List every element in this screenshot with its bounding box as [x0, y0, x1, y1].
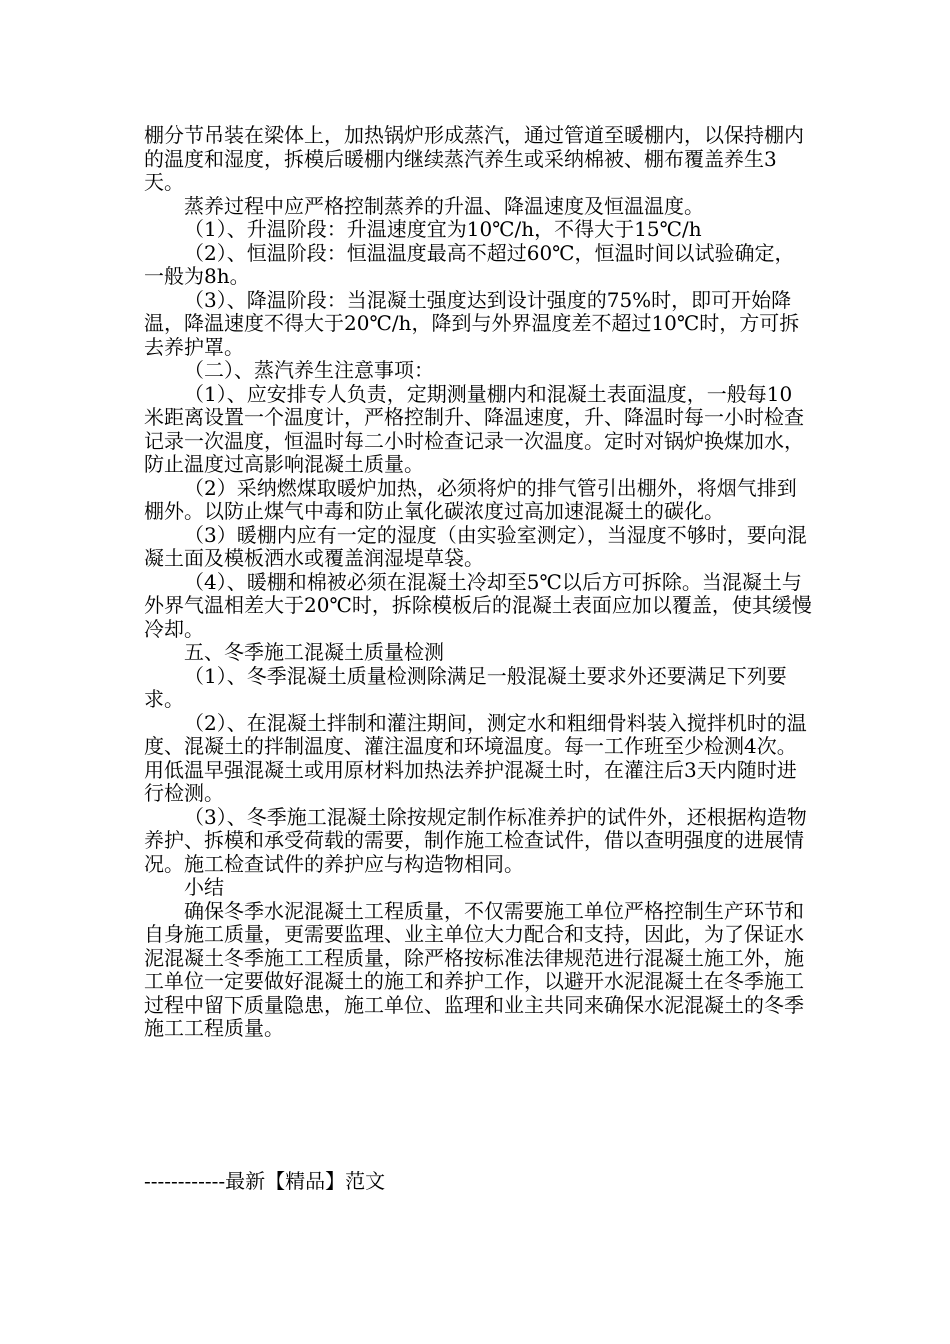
- paragraph-4: （2）、恒温阶段：恒温温度最高不超过60℃，恒温时间以试验确定，一般为8h。: [144, 240, 795, 288]
- paragraph-2: 蒸养过程中应严格控制蒸养的升温、降温速度及恒温温度。: [184, 193, 704, 218]
- paragraph-3: （1）、升温阶段：升温速度宜为10℃/h，不得大于15℃/h: [184, 217, 702, 241]
- section-heading: 五、冬季施工混凝土质量检测: [184, 640, 444, 664]
- paragraph-6: （二）、蒸汽养生注意事项：: [184, 358, 434, 382]
- body-text: [144, 124, 812, 1041]
- footer-text: ------------最新【精品】范文: [144, 1169, 386, 1193]
- summary-paragraph: 确保冬季水泥混凝土工程质量，不仅需要施工单位严格控制生产环节和自身施工质量，更需要监理、业主单位大力配合和支持，因此，为了保证水泥混凝土冬季施工工程质量，除严格按标准法律规范进行混凝土施工外，施工单位一定要做好混凝土的施工和养护工作，以避开水泥混凝土在冬季施工过程中留下质量隐患，施工单位、监理和业主共同来确保水泥混凝土的冬季施工工程质量。: [144, 898, 804, 1040]
- summary-heading: 小结: [184, 875, 224, 899]
- paragraph-7: （1）、应安排专人负责，定期测量棚内和混凝土表面温度，一般每10米距离设置一个温度计，严格控制升、降温速度，升、降温时每一小时检查记录一次温度，恒温时每二小时检查记录一次温度。定时对锅炉换煤加水，防止温度过高影响混凝土质量。: [144, 381, 804, 476]
- paragraph-12: （1）、冬季混凝土质量检测除满足一般混凝土要求外还要满足下列要求。: [144, 663, 787, 711]
- paragraph-9: （3）暖棚内应有一定的湿度（由实验室测定），当湿度不够时，要向混凝土面及模板洒水或覆盖润湿堤草袋。: [144, 522, 807, 570]
- paragraph-1: 棚分节吊装在梁体上，加热锅炉形成蒸汽，通过管道至暖棚内，以保持棚内的温度和湿度，拆模后暖棚内继续蒸汽养生或采纳棉被、棚布覆盖养生3天。: [144, 123, 804, 194]
- paragraph-13: （2）、在混凝土拌制和灌注期间，测定水和粗细骨料装入搅拌机时的温度、混凝土的拌制温度、灌注温度和环境温度。每一工作班至少检测4次。用低温早强混凝土或用原材料加热法养护混凝土时，在灌注后3天内随时进行检测。: [144, 710, 807, 805]
- paragraph-10: （4）、暖棚和棉被必须在混凝土冷却至5℃以后方可拆除。当混凝土与外界气温相差大于20℃时，拆除模板后的混凝土表面应加以覆盖，使其缓慢冷却。: [144, 569, 812, 641]
- paragraph-5: （3）、降温阶段：当混凝土强度达到设计强度的75%时，即可开始降温，降温速度不得大于20℃/h，降到与外界温度差不超过10℃时，方可拆去养护罩。: [144, 287, 800, 359]
- paragraph-8: （2）采纳燃煤取暖炉加热，必须将炉的排气管引出棚外，将烟气排到棚外。以防止煤气中毒和防止氧化碳浓度过高加速混凝土的碳化。: [144, 475, 797, 523]
- paragraph-14: （3）、冬季施工混凝土除按规定制作标准养护的试件外，还根据构造物养护、拆模和承受荷载的需要，制作施工检查试件，借以查明强度的进展情况。施工检查试件的养护应与构造物相同。: [144, 804, 807, 876]
